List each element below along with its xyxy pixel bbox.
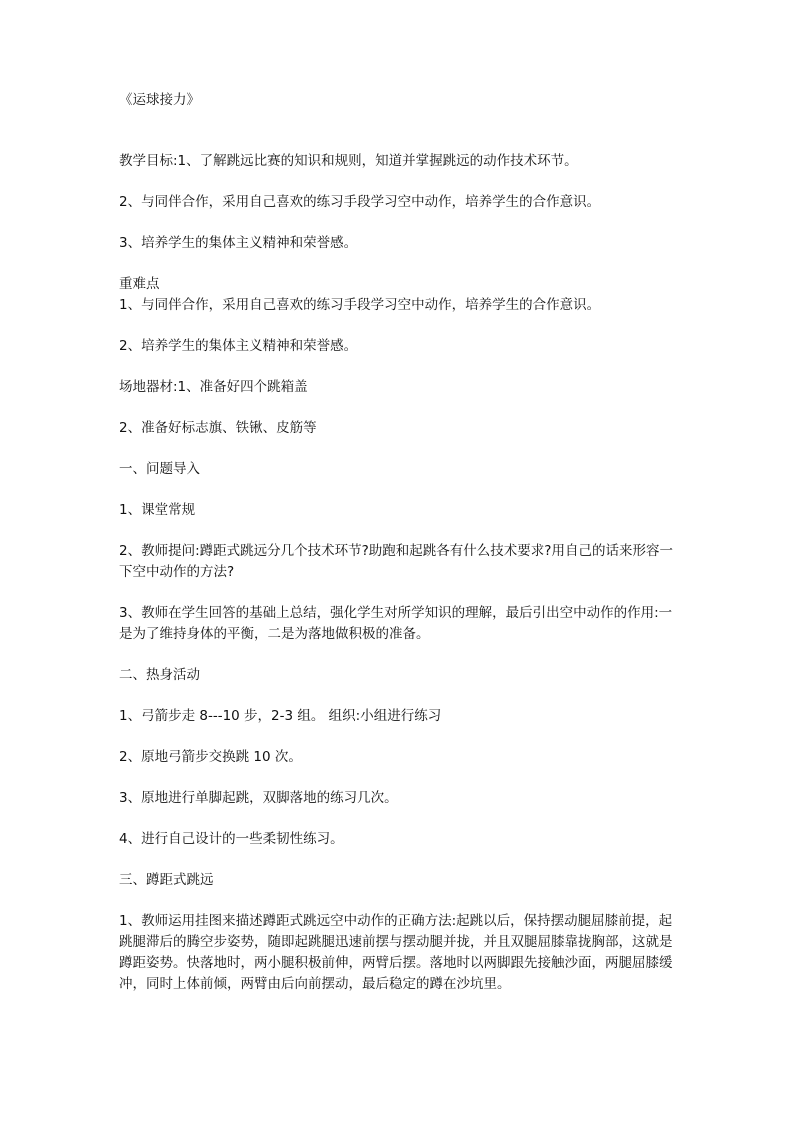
long-jump-item-1: 1、教师运用挂图来描述蹲距式跳远空中动作的正确方法:起跳以后，保持摆动腿屈膝前提，起跳腿滞后的腾空步姿势，随即起跳腿迅速前摆与摆动腿并拢，并且双腿屈膝靠拢胸部，这就是蹲距姿势。快落地时，两小腿积极前伸，两臂后摆。落地时以两脚跟先接触沙面，两腿屈膝缓冲，同时上体前倾，两臂由后向前摆动，最后稳定的蹲在沙坑里。 [119,913,673,992]
document-page [119,90,679,995]
warmup-item-1: 1、弓箭步走 8---10 步，2-3 组。 组织:小组进行练习 [119,708,442,724]
warmup-item-3: 3、原地进行单脚起跳，双脚落地的练习几次。 [119,790,398,806]
section-heading-intro: 一、问题导入 [119,461,200,477]
document-title: 《运球接力》 [119,92,200,108]
key-points-heading: 重难点 [119,276,160,292]
section-heading-warmup: 二、热身活动 [119,667,200,683]
intro-item-2: 2、教师提问:蹲距式跳远分几个技术环节?助跑和起跳各有什么技术要求?用自己的话来形容一下空中动作的方法? [119,543,673,580]
intro-item-1: 1、课堂常规 [119,502,196,518]
equipment-2: 2、准备好标志旗、铁锹、皮筋等 [119,420,317,436]
warmup-item-2: 2、原地弓箭步交换跳 10 次。 [119,749,302,765]
key-point-2: 2、培养学生的集体主义精神和荣誉感。 [119,338,358,354]
goal-3: 3、培养学生的集体主义精神和荣誉感。 [119,235,358,251]
intro-item-3: 3、教师在学生回答的基础上总结，强化学生对所学知识的理解，最后引出空中动作的作用:一是为了维持身体的平衡，二是为落地做积极的准备。 [119,605,673,642]
goal-2: 2、与同伴合作，采用自己喜欢的练习手段学习空中动作，培养学生的合作意识。 [119,194,601,210]
equipment-1: 场地器材:1、准备好四个跳箱盖 [119,379,308,395]
warmup-item-4: 4、进行自己设计的一些柔韧性练习。 [119,831,344,847]
section-heading-long-jump: 三、蹲距式跳远 [119,872,214,888]
goal-1: 教学目标:1、了解跳远比赛的知识和规则，知道并掌握跳远的动作技术环节。 [119,153,578,169]
key-point-1: 1、与同伴合作，采用自己喜欢的练习手段学习空中动作，培养学生的合作意识。 [119,297,601,313]
